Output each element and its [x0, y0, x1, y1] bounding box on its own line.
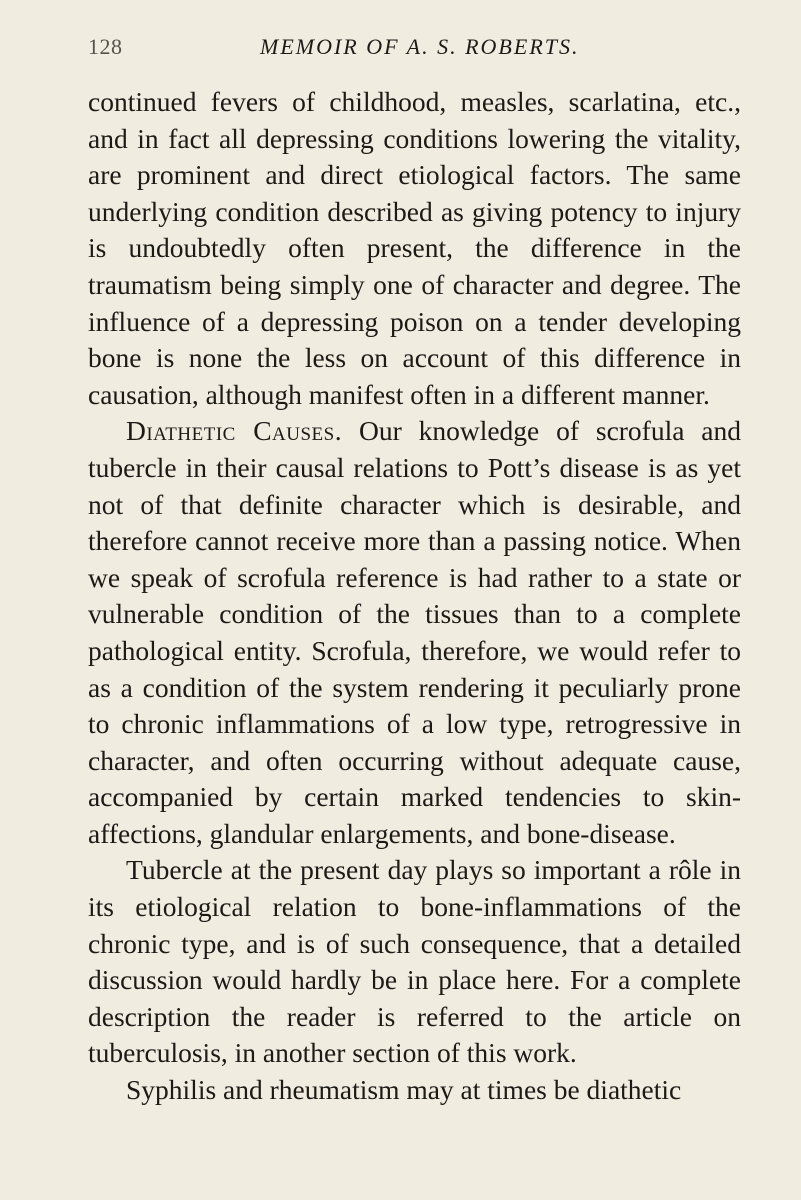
- paragraph-text: Tubercle at the present day plays so important a rôle in its etiological relation to bone-inflammations of the chronic type, and is of such consequence, that a detailed discussion would hardly be in place here. For a complete description the reader is referred to the article on tuberculosis, in another section of this work.: [88, 854, 741, 1069]
- section-heading: Diathetic Causes.: [126, 415, 343, 447]
- paragraph-text: Our knowledge of scrofula and tubercle in their causal relations to Pott’s disease is as yet not of that definite character which is desirable, and therefore cannot receive more than a passing notice. When we speak of scrofula reference is had rather to a state or vulnerable condition of the tissues than to a complete pathological entity. Scrofula, therefore, we would refer to as a condition of the system rendering it peculiarly prone to chronic inflammations of a low type, retrogressive in character, and often occurring without adequate cause, accompanied by certain marked tendencies to skin-affections, glandular enlargements, and bone-disease.: [88, 415, 741, 849]
- page-number: 128: [88, 34, 123, 59]
- paragraph: [88, 413, 741, 852]
- running-head: [88, 34, 741, 74]
- paragraph: [88, 84, 741, 413]
- paragraph-text: Syphilis and rheumatism may at times be diathetic: [126, 1074, 682, 1106]
- paragraph-text: continued fevers of childhood, measles, scarlatina, etc., and in fact all depressing conditions lowering the vitality, are prominent and direct etiological factors. The same underlying condition described as giving potency to injury is undoubtedly often present, the difference in the traumatism being simply one of character and degree. The influence of a depressing poison on a tender developing bone is none the less on account of this difference in causation, although manifest often in a different manner.: [88, 86, 741, 410]
- paragraph: [88, 852, 741, 1072]
- running-title: MEMOIR OF A. S. ROBERTS.: [260, 34, 580, 59]
- body-text: [88, 84, 741, 1109]
- paragraph: [88, 1072, 741, 1109]
